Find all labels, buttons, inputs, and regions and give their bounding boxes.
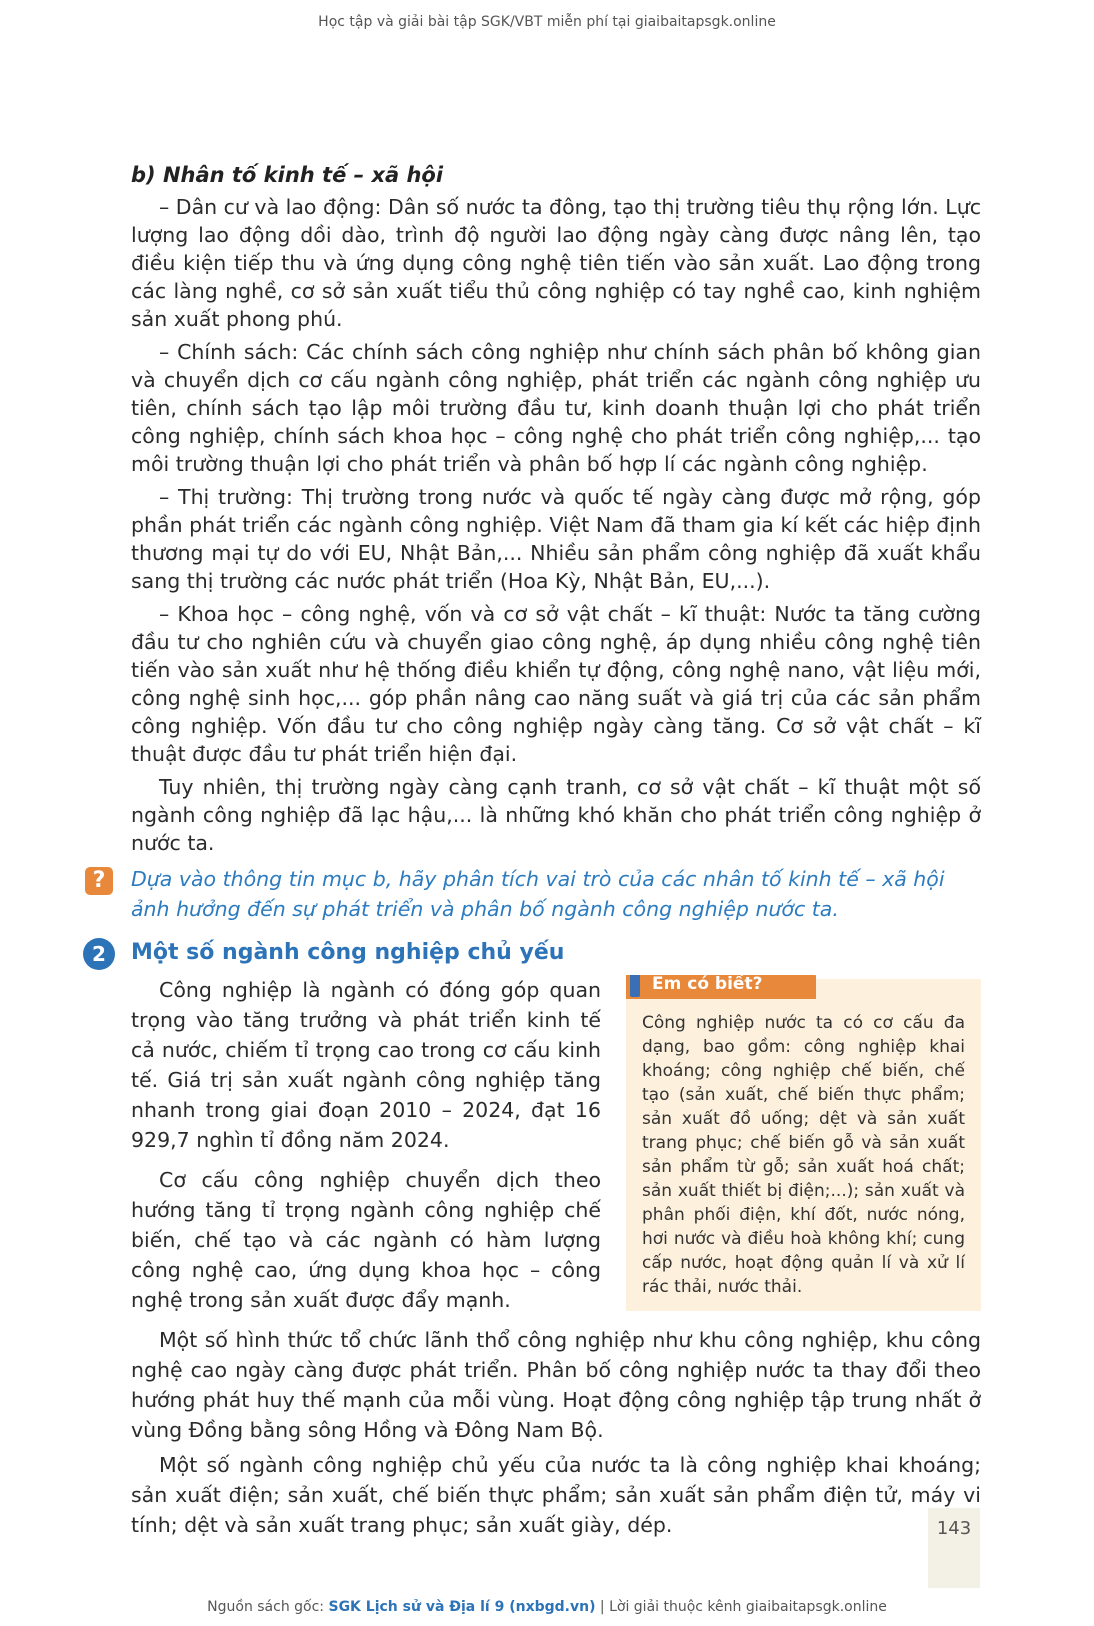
did-you-know-box <box>626 975 981 1311</box>
section-2-title: Một số ngành công nghiệp chủ yếu <box>131 940 565 965</box>
section-2-columns <box>131 975 981 1325</box>
question-icon: ? <box>85 867 113 895</box>
page-footer <box>0 1599 1094 1615</box>
page-number: 143 <box>928 1508 980 1588</box>
page-content <box>92 163 981 1545</box>
paragraph-difficulties: Tuy nhiên, thị trường ngày càng cạnh tranh, cơ sở vật chất – kĩ thuật một số ngành công nghiệp đã lạc hậu,... là những khó khăn cho phát triển công nghiệp ở nước ta. <box>131 775 981 855</box>
paragraph-science-technology: – Khoa học – công nghệ, vốn và cơ sở vật chất – kĩ thuật: Nước ta tăng cường đầu tư cho nghiên cứu và chuyển giao công nghệ, áp dụng nhiều công nghệ tiên tiến vào sản xuất như hệ thống điều khiển tự động, công nghệ nano, vật liệu mới, công nghệ sinh học,... góp phần nâng cao năng suất và giá trị của các sản phẩm công nghiệp. Vốn đầu tư cho công nghiệp ngày càng tăng. Cơ sở vật chất – kĩ thuật được đầu tư phát triển hiện đại. <box>131 602 981 766</box>
paragraph-population-labor: – Dân cư và lao động: Dân số nước ta đông, tạo thị trường tiêu thụ rộng lớn. Lực lượng lao động dồi dào, trình độ người lao động ngày càng được nâng lên, tạo điều kiện tiếp thu và ứng dụng công nghệ tiên tiến vào sản xuất. Lao động trong các làng nghề, cơ sở sản xuất tiểu thủ công nghiệp có tay nghề cao, kinh nghiệm sản xuất phong phú. <box>131 195 981 331</box>
paragraph-main-industries: Một số ngành công nghiệp chủ yếu của nước ta là công nghiệp khai khoáng; sản xuất điện; sản xuất, chế biến thực phẩm; sản xuất sản phẩm điện tử, máy vi tính; dệt và sản xuất trang phục; sản xuất giày, dép. <box>131 1453 981 1537</box>
paragraph-industry-structure: Cơ cấu công nghiệp chuyển dịch theo hướng tăng tỉ trọng ngành công nghiệp chế biến, chế tạo và các ngành có hàm lượng công nghệ cao, ứng dụng khoa học – công nghệ trong sản xuất được đẩy mạnh. <box>131 1168 601 1312</box>
paragraph-industry-role: Công nghiệp là ngành có đóng góp quan trọng vào tăng trưởng và phát triển kinh tế cả nước, chiếm tỉ trọng cao trong cơ cấu kinh tế. Giá trị sản xuất ngành công nghiệp tăng nhanh trong giai đoạn 2010 – 2024, đạt 16 929,7 nghìn tỉ đồng năm 2024. <box>131 978 601 1152</box>
did-you-know-tab <box>626 975 816 999</box>
question-block <box>92 864 981 924</box>
footer-prefix: Nguồn sách gốc: <box>207 1599 329 1615</box>
section-b-title: b) Nhân tố kinh tế – xã hội <box>131 163 444 187</box>
section-2-after <box>131 1325 981 1540</box>
did-you-know-title: Em có biết? <box>652 975 763 994</box>
question-text: Dựa vào thông tin mục b, hãy phân tích vai trò của các nhân tố kinh tế – xã hội ảnh hưởng đến sự phát triển và phân bố ngành công nghiệp nước ta. <box>131 867 945 921</box>
paragraph-market: – Thị trường: Thị trường trong nước và quốc tế ngày càng được mở rộng, góp phần phát triển các ngành công nghiệp. Việt Nam đã tham gia kí kết các hiệp định thương mại tự do với EU, Nhật Bản,... Nhiều sản phẩm công nghiệp đã xuất khẩu sang thị trường các nước phát triển (Hoa Kỳ, Nhật Bản, EU,...). <box>131 485 981 593</box>
did-you-know-text: Công nghiệp nước ta có cơ cấu đa dạng, bao gồm: công nghiệp khai khoáng; công nghiệp chế biến, chế tạo (sản xuất, chế biến thực phẩm; sản xuất đồ uống; dệt và sản xuất trang phục; chế biến gỗ và sản xuất sản phẩm từ gỗ; sản xuất hoá chất; sản xuất thiết bị điện;...); sản xuất và phân phối điện, khí đốt, nước nóng, hơi nước và điều hoà không khí; cung cấp nước, hoạt động quản lí và xử lí rác thải, nước thải. <box>642 1013 965 1297</box>
section-2-heading <box>92 940 981 966</box>
section-number-badge: 2 <box>83 938 115 970</box>
footer-book-source: SGK Lịch sử và Địa lí 9 (nxbgd.vn) <box>328 1599 596 1615</box>
paragraph-policy: – Chính sách: Các chính sách công nghiệp như chính sách phân bố không gian và chuyển dịch cơ cấu ngành công nghiệp, phát triển các ngành công nghiệp ưu tiên, chính sách tạo lập môi trường đầu tư, kinh doanh thuận lợi cho phát triển công nghiệp, chính sách khoa học – công nghệ cho phát triển công nghiệp,... tạo môi trường thuận lợi cho phát triển và phân bố hợp lí các ngành công nghiệp. <box>131 340 981 476</box>
footer-suffix: | Lời giải thuộc kênh giaibaitapsgk.online <box>595 1599 887 1615</box>
left-column <box>131 975 601 1325</box>
page-header: Học tập và giải bài tập SGK/VBT miễn phí tại giaibaitapsgk.online <box>318 14 776 30</box>
bookmark-icon <box>630 975 640 997</box>
paragraph-territorial-organization: Một số hình thức tổ chức lãnh thổ công nghiệp như khu công nghiệp, khu công nghệ cao ngày càng được phát triển. Phân bố công nghiệp nước ta thay đổi theo hướng phát huy thế mạnh của mỗi vùng. Hoạt động công nghiệp tập trung nhất ở vùng Đồng bằng sông Hồng và Đông Nam Bộ. <box>131 1328 981 1442</box>
